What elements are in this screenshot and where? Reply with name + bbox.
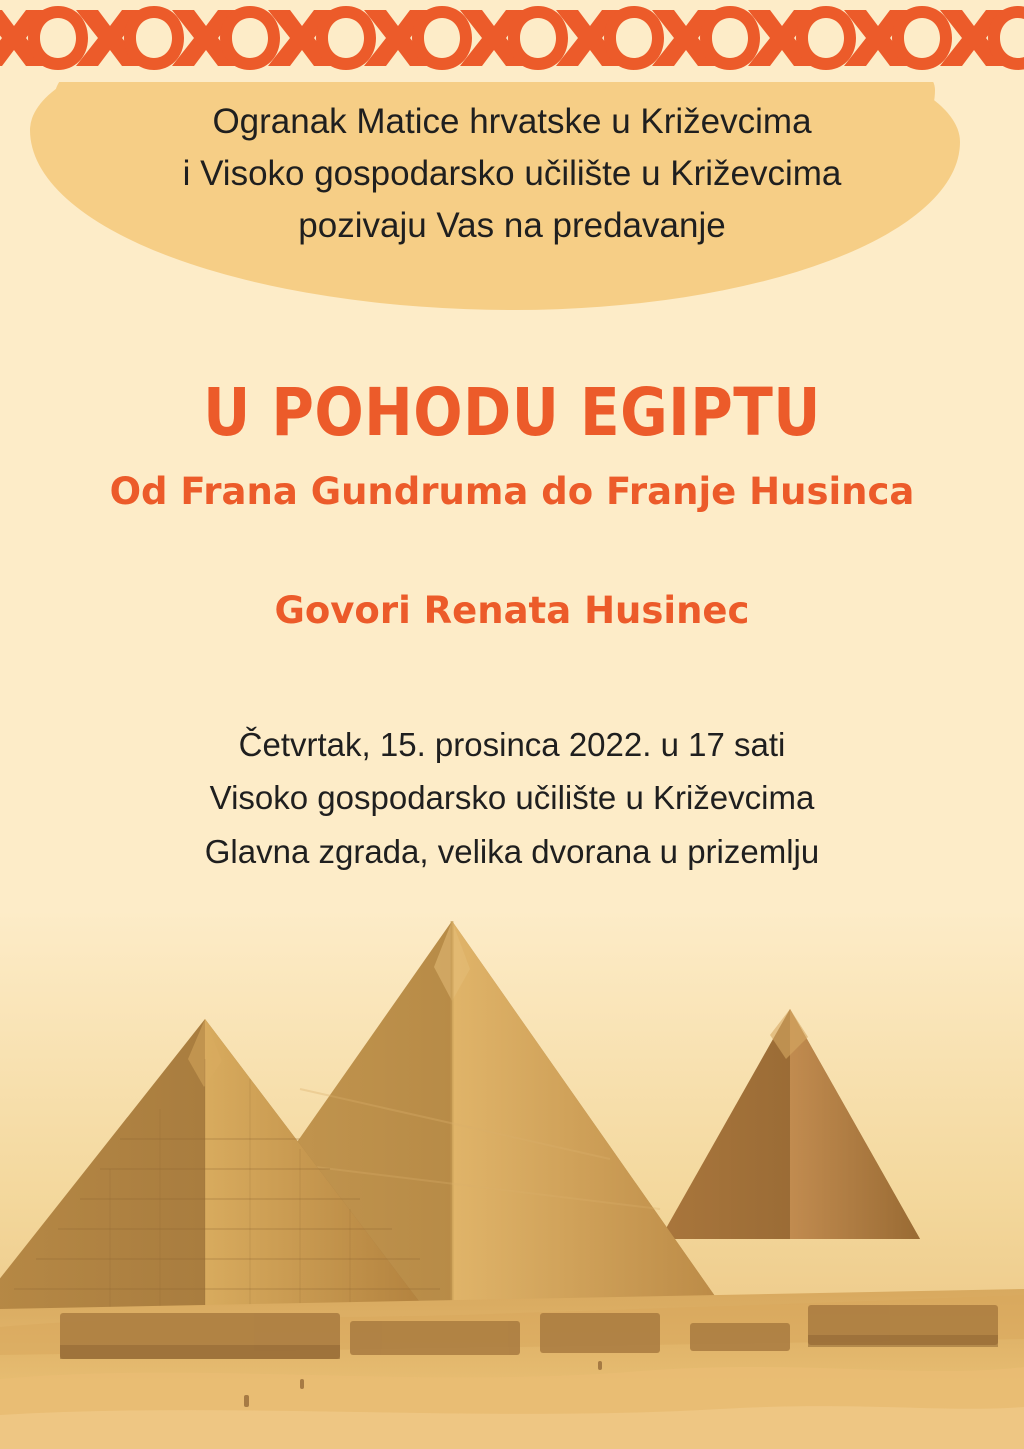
giza-pyramids-photo [0,909,1024,1449]
speaker-name: Govori Renata Husinec [274,588,750,632]
invitation-line-3: pozivaju Vas na predavanje [298,206,726,246]
event-venue: Visoko gospodarsko učilište u Križevcima [209,779,815,817]
subtitle: Od Frana Gundruma do Franje Husinca [109,470,915,513]
invitation-header [0,96,1024,252]
invitation-line-1: Ogranak Matice hrvatske u Križevcima [212,102,812,141]
title-block [0,374,1024,632]
page-title: U POHODU EGIPTU [203,374,821,451]
event-datetime: Četvrtak, 15. prosinca 2022. u 17 sati [238,726,786,763]
invitation-line-2: i Visoko gospodarsko učilište u Križevcima [182,154,842,194]
event-room: Glavna zgrada, velika dvorana u prizemlju [204,832,820,870]
event-details [0,718,1024,878]
ornamental-border-top [0,0,1024,82]
